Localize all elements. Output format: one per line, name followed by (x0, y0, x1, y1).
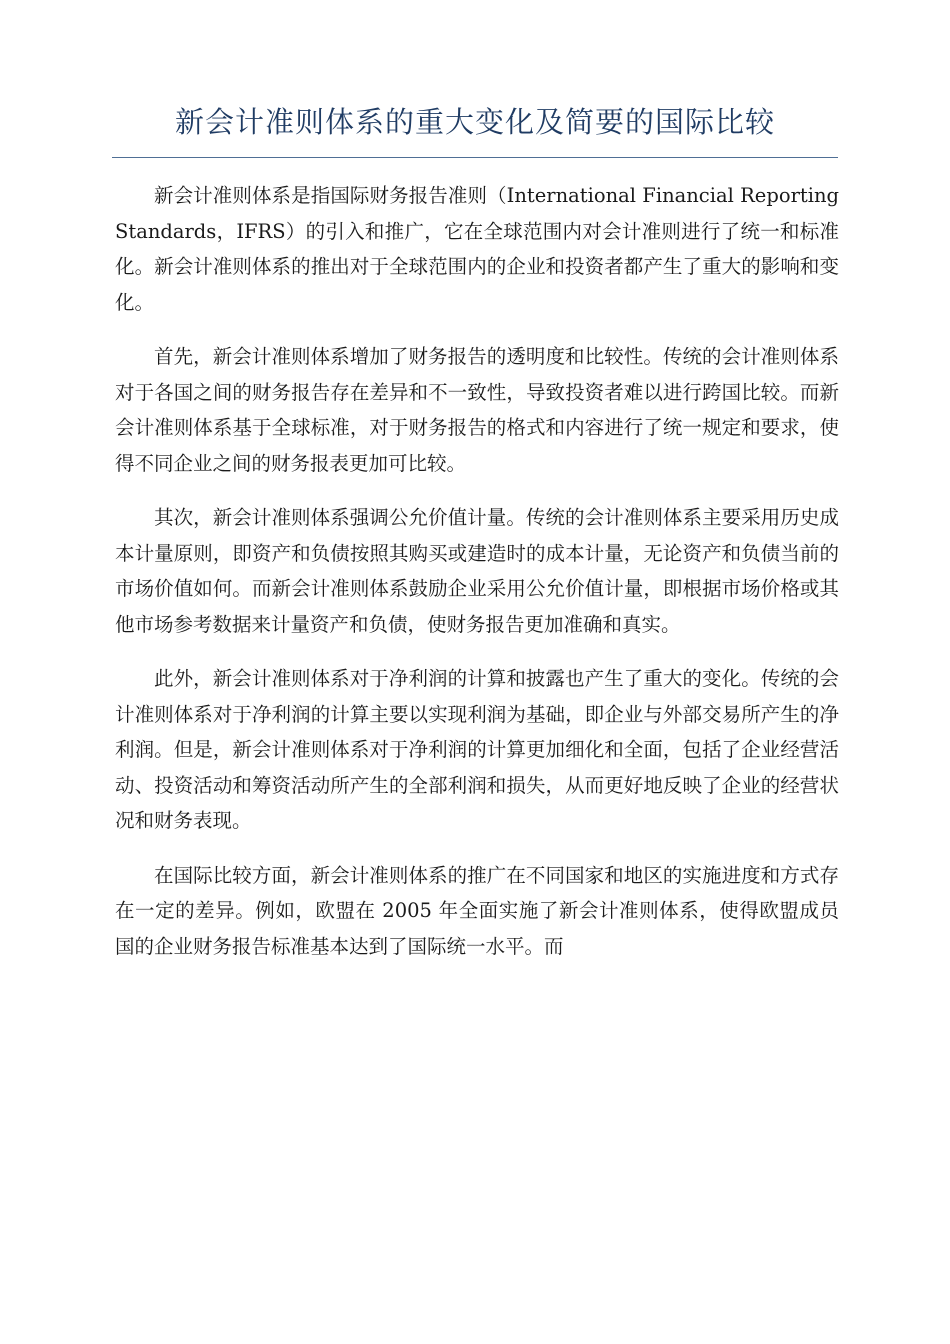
document-body (115, 178, 839, 983)
paragraph-intro: 新会计准则体系是指国际财务报告准则（International Financial Reporting Standards，IFRS）的引入和推广，它在全球范围内对会计准则进行了统一和标准化。新会计准则体系的推出对于全球范围内的企业和投资者都产生了重大的影响和变化。 (115, 184, 839, 314)
paragraph-net-profit: 此外，新会计准则体系对于净利润的计算和披露也产生了重大的变化。传统的会计准则体系对于净利润的计算主要以实现利润为基础，即企业与外部交易所产生的净利润。但是，新会计准则体系对于净利润的计算更加细化和全面，包括了企业经营活动、投资活动和筹资活动所产生的全部利润和损失，从而更好地反映了企业的经营状况和财务表现。 (115, 667, 839, 832)
paragraph-international-comparison: 在国际比较方面，新会计准则体系的推广在不同国家和地区的实施进度和方式存在一定的差异。例如，欧盟在 2005 年全面实施了新会计准则体系，使得欧盟成员国的企业财务报告标准基本达到了国际统一水平。而 (115, 863, 839, 958)
paragraph-fair-value: 其次，新会计准则体系强调公允价值计量。传统的会计准则体系主要采用历史成本计量原则，即资产和负债按照其购买或建造时的成本计量，无论资产和负债当前的市场价值如何。而新会计准则体系鼓励企业采用公允价值计量，即根据市场价格或其他市场参考数据来计量资产和负债，使财务报告更加准确和真实。 (115, 506, 839, 636)
title-divider (112, 157, 838, 158)
document-title: 新会计准则体系的重大变化及简要的国际比较 (174, 105, 775, 139)
paragraph-transparency: 首先，新会计准则体系增加了财务报告的透明度和比较性。传统的会计准则体系对于各国之间的财务报告存在差异和不一致性，导致投资者难以进行跨国比较。而新会计准则体系基于全球标准，对于财务报告的格式和内容进行了统一规定和要求，使得不同企业之间的财务报表更加可比较。 (115, 345, 839, 475)
